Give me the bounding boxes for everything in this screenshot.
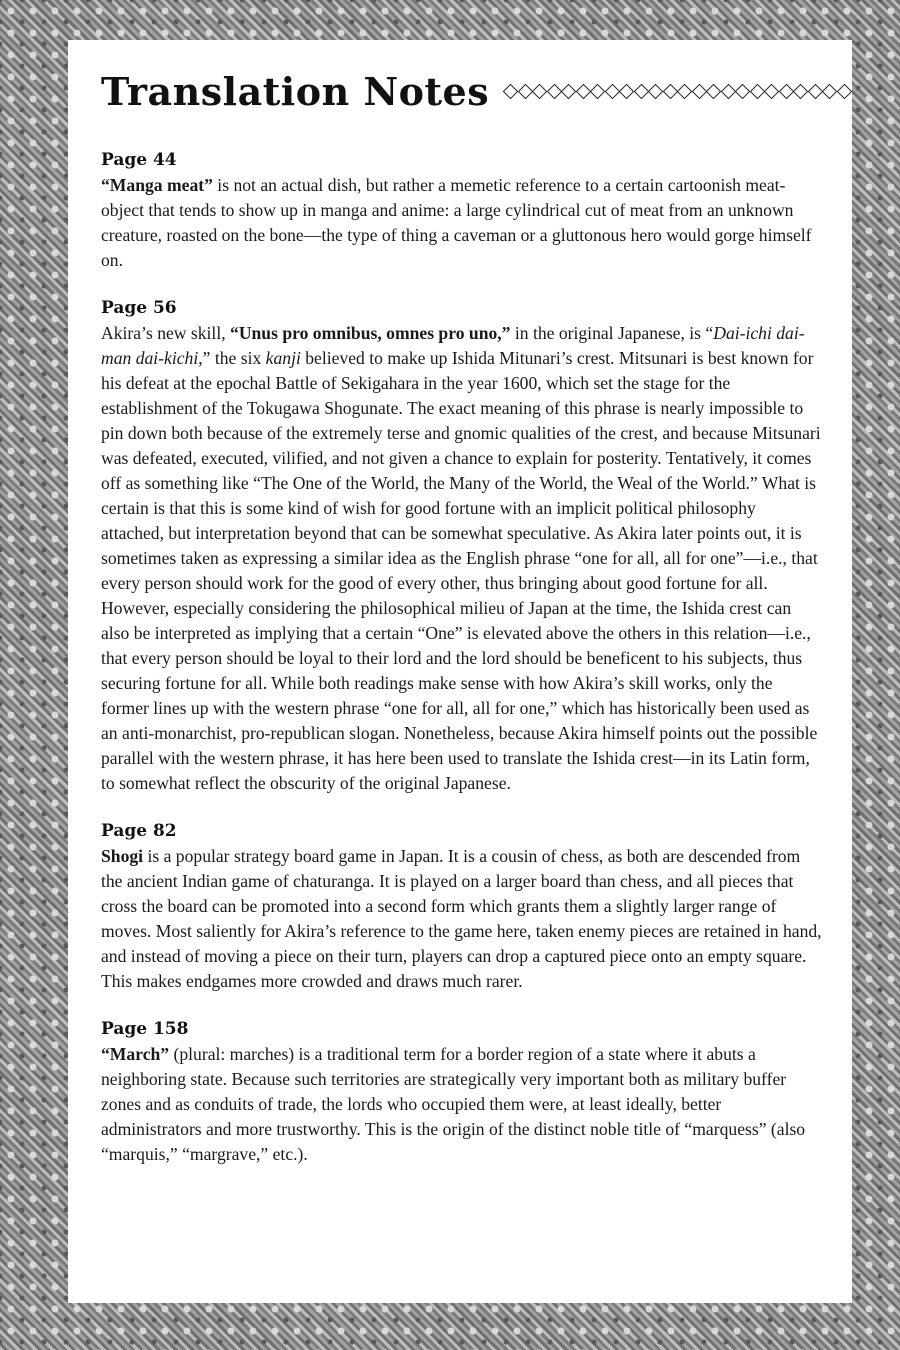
- note-section: [101, 296, 822, 796]
- note-term: Shogi: [101, 846, 144, 866]
- note-text: (plural: marches) is a traditional term for a border region of a state where it abuts a neighboring state. Because such territories are strategically very important both as military buffer zones and as conduits of trade, the lords who occupied them were, at least ideally, better administrators and more trustworthy. This is the origin of the distinct noble title of “marquess” (also “marquis,” “margrave,” etc.).: [101, 1044, 806, 1164]
- note-term: “March”: [101, 1044, 170, 1064]
- note-text: Akira’s new skill,: [101, 323, 231, 343]
- note-page-heading: Page 82: [101, 821, 177, 841]
- note-text: believed to make up Ishida Mitunari’s crest. Mitsunari is best known for his defeat at the epochal Battle of Sekigahara in the year 1600, which set the stage for the establishment of the Tokugawa Shogunate. The exact meaning of this phrase is nearly impossible to pin down both because of the extremely terse and gnomic qualities of the crest, and because Mitsunari was defeated, executed, vilified, and not given a chance to explain for posterity. Tentatively, it comes off as something like “The One of the World, the Many of the World, the Weal of the World.” What is certain is that this is some kind of wish for good fortune with an implicit political philosophy attached, but interpretation beyond that can be somewhat speculative. As Akira later points out, it is sometimes taken as expressing a similar idea as the English phrase “one for all, all for one”—i.e., that every person should work for the good of every other, thus bringing about good fortune for all. However, especially considering the philosophical milieu of Japan at the time, the Ishida crest can also be interpreted as implying that a certain “One” is elevated above the others in this relation—i.e., that every person should be loyal to their lord and the lord should be beneficent to his subjects, thus securing fortune for all. While both readings make sense with how Akira’s skill works, only the former lines up with the western phrase “one for all, all for one,” which has historically been used as an anti-monarchist, pro-republican slogan. Nonetheless, because Akira himself points out the possible parallel with the western phrase, it has here been used to translate the Ishida crest—in its Latin form, to somewhat reflect the obscurity of the original Japanese.: [101, 348, 821, 793]
- notes-page: [68, 40, 852, 1303]
- note-term: “Unus pro omnibus, omnes pro uno,”: [230, 323, 511, 343]
- note-page-heading: Page 44: [101, 150, 177, 170]
- note-text: is not an actual dish, but rather a memetic reference to a certain cartoonish meat-object that tends to show up in manga and anime: a large cylindrical cut of meat from an unknown creature, roasted on the bone—the type of thing a caveman or a gluttonous hero would gorge himself on.: [101, 175, 812, 270]
- note-text: in the original Japanese, is “: [510, 323, 714, 343]
- note-text: ,” the six: [198, 348, 266, 368]
- note-italic: kanji: [265, 348, 301, 368]
- note-body: [101, 844, 822, 994]
- title-row: [101, 60, 822, 122]
- note-body: [101, 173, 822, 273]
- note-section: [101, 1017, 822, 1167]
- note-text: is a popular strategy board game in Japan. It is a cousin of chess, as both are descended from the ancient Indian game of chaturanga. It is played on a larger board than chess, and all pieces that cross the board can be promoted into a second form which grants them a slightly larger range of moves. Most saliently for Akira’s reference to the game here, taken enemy pieces are retained in hand, and instead of moving a piece on their turn, players can drop a captured piece onto an empty square. This makes endgames more crowded and draws much rarer.: [101, 846, 822, 991]
- note-page-heading: Page 56: [101, 298, 177, 318]
- note-body: [101, 1042, 822, 1167]
- note-page-heading: Page 158: [101, 1019, 189, 1039]
- note-italic: Dai-ichi dai-man dai-kichi: [101, 323, 805, 368]
- note-term: “Manga meat”: [101, 175, 213, 195]
- note-section: [101, 148, 822, 273]
- note-body: [101, 321, 822, 796]
- diamond-ornament-icon: [505, 86, 853, 97]
- page-title: Translation Notes: [101, 68, 490, 114]
- note-section: [101, 819, 822, 994]
